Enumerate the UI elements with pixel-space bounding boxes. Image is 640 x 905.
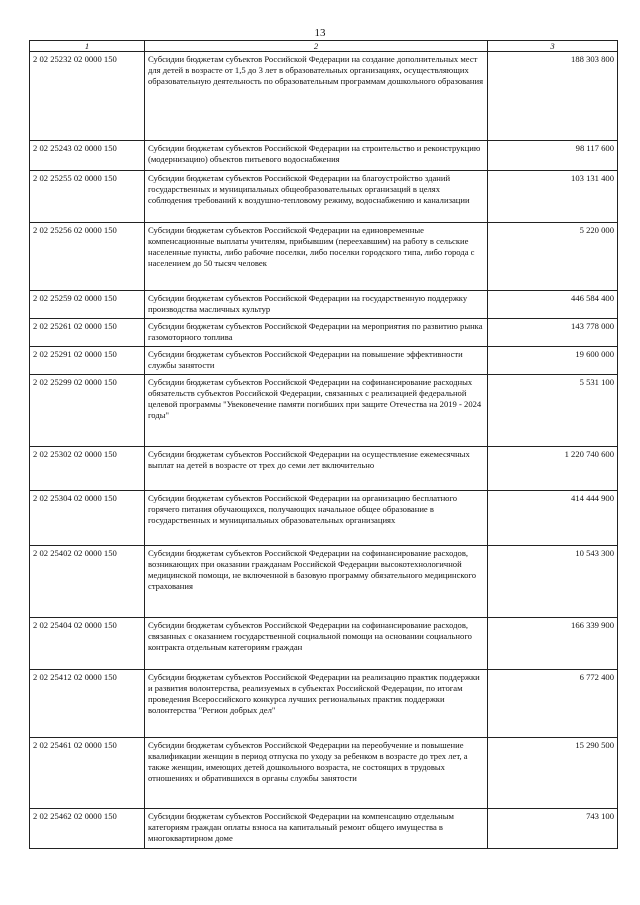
budget-code: 2 02 25402 02 0000 150 bbox=[30, 546, 145, 618]
budget-code: 2 02 25462 02 0000 150 bbox=[30, 809, 145, 849]
table-row bbox=[30, 491, 618, 546]
budget-code: 2 02 25299 02 0000 150 bbox=[30, 375, 145, 447]
budget-table bbox=[29, 40, 618, 849]
amount: 414 444 900 bbox=[488, 491, 618, 546]
amount: 103 131 400 bbox=[488, 171, 618, 223]
amount: 143 778 000 bbox=[488, 319, 618, 347]
amount: 10 543 300 bbox=[488, 546, 618, 618]
column-number-2: 2 bbox=[145, 41, 488, 52]
table-row bbox=[30, 291, 618, 319]
budget-code: 2 02 25256 02 0000 150 bbox=[30, 223, 145, 291]
budget-code: 2 02 25232 02 0000 150 bbox=[30, 52, 145, 141]
amount: 188 303 800 bbox=[488, 52, 618, 141]
budget-code: 2 02 25304 02 0000 150 bbox=[30, 491, 145, 546]
subsidy-description: Субсидии бюджетам субъектов Российской Федерации на переобучение и повышение квалификации женщин в период отпуска по уходу за ребенком в возрасте до трех лет, а также женщин, имеющих детей дошкольного возраста, не состоящих в трудовых отношениях и обратившихся в органы службы занятости bbox=[145, 738, 488, 809]
subsidy-description: Субсидии бюджетам субъектов Российской Федерации на софинансирование расходов, связанных с оказанием государственной социальной помощи на основании социального контракта отдельным категориям граждан bbox=[145, 618, 488, 670]
budget-code: 2 02 25259 02 0000 150 bbox=[30, 291, 145, 319]
subsidy-description: Субсидии бюджетам субъектов Российской Федерации на благоустройство зданий государственных и муниципальных общеобразовательных организаций в целях соблюдения требований к воздушно-тепловому режиму, водоснабжению и канализации bbox=[145, 171, 488, 223]
subsidy-description: Субсидии бюджетам субъектов Российской Федерации на единовременные компенсационные выплаты учителям, прибывшим (переехавшим) на работу в сельские населенные пункты, либо рабочие поселки, либо поселки городского типа, либо города с населением до 50 тысяч человек bbox=[145, 223, 488, 291]
amount: 98 117 600 bbox=[488, 141, 618, 171]
amount: 166 339 900 bbox=[488, 618, 618, 670]
subsidy-description: Субсидии бюджетам субъектов Российской Федерации на строительство и реконструкцию (модернизацию) объектов питьевого водоснабжения bbox=[145, 141, 488, 171]
table-row bbox=[30, 347, 618, 375]
amount: 15 290 500 bbox=[488, 738, 618, 809]
budget-code: 2 02 25243 02 0000 150 bbox=[30, 141, 145, 171]
table-row bbox=[30, 319, 618, 347]
subsidy-description: Субсидии бюджетам субъектов Российской Федерации на мероприятия по развитию рынка газомоторного топлива bbox=[145, 319, 488, 347]
column-number-1: 1 bbox=[30, 41, 145, 52]
table-row bbox=[30, 223, 618, 291]
budget-code: 2 02 25412 02 0000 150 bbox=[30, 670, 145, 738]
table-row bbox=[30, 375, 618, 447]
budget-code: 2 02 25461 02 0000 150 bbox=[30, 738, 145, 809]
budget-code: 2 02 25302 02 0000 150 bbox=[30, 447, 145, 491]
table-row bbox=[30, 738, 618, 809]
column-number-row bbox=[30, 41, 618, 52]
amount: 446 584 400 bbox=[488, 291, 618, 319]
subsidy-description: Субсидии бюджетам субъектов Российской Федерации на осуществление ежемесячных выплат на детей в возрасте от трех до семи лет включительно bbox=[145, 447, 488, 491]
table-row bbox=[30, 171, 618, 223]
subsidy-description: Субсидии бюджетам субъектов Российской Федерации на софинансирование расходов, возникающих при оказании гражданам Российской Федерации высокотехнологичной медицинской помощи, не включенной в базовую программу обязательного медицинского страхования bbox=[145, 546, 488, 618]
subsidy-description: Субсидии бюджетам субъектов Российской Федерации на софинансирование расходных обязательств субъектов Российской Федерации, связанных с реализацией федеральной целевой программы "Увековечение памяти погибших при защите Отечества на 2019 - 2024 годы" bbox=[145, 375, 488, 447]
subsidy-description: Субсидии бюджетам субъектов Российской Федерации на государственную поддержку производства масличных культур bbox=[145, 291, 488, 319]
table-row bbox=[30, 618, 618, 670]
amount: 1 220 740 600 bbox=[488, 447, 618, 491]
amount: 6 772 400 bbox=[488, 670, 618, 738]
subsidy-description: Субсидии бюджетам субъектов Российской Федерации на организацию бесплатного горячего питания обучающихся, получающих начальное общее образование в государственных и муниципальных образовательных организациях bbox=[145, 491, 488, 546]
table-row bbox=[30, 141, 618, 171]
subsidy-description: Субсидии бюджетам субъектов Российской Федерации на компенсацию отдельным категориям граждан оплаты взноса на капитальный ремонт общего имущества в многоквартирном доме bbox=[145, 809, 488, 849]
amount: 5 531 100 bbox=[488, 375, 618, 447]
page-number: 13 bbox=[314, 27, 326, 39]
subsidy-description: Субсидии бюджетам субъектов Российской Федерации на создание дополнительных мест для детей в возрасте от 1,5 до 3 лет в образовательных организациях, осуществляющих образовательную деятельность по образовательным программам дошкольного образования bbox=[145, 52, 488, 141]
amount: 743 100 bbox=[488, 809, 618, 849]
budget-code: 2 02 25255 02 0000 150 bbox=[30, 171, 145, 223]
amount: 19 600 000 bbox=[488, 347, 618, 375]
table-row bbox=[30, 809, 618, 849]
budget-code: 2 02 25404 02 0000 150 bbox=[30, 618, 145, 670]
budget-code: 2 02 25291 02 0000 150 bbox=[30, 347, 145, 375]
budget-code: 2 02 25261 02 0000 150 bbox=[30, 319, 145, 347]
amount: 5 220 000 bbox=[488, 223, 618, 291]
column-number-3: 3 bbox=[488, 41, 618, 52]
subsidy-description: Субсидии бюджетам субъектов Российской Федерации на реализацию практик поддержки и развития волонтерства, реализуемых в субъектах Российской Федерации, по итогам проведения Всероссийского конкурса лучших региональных практик поддержки волонтерства "Регион добрых дел" bbox=[145, 670, 488, 738]
table-row bbox=[30, 447, 618, 491]
table-row bbox=[30, 670, 618, 738]
table-row bbox=[30, 52, 618, 141]
table-row bbox=[30, 546, 618, 618]
subsidy-description: Субсидии бюджетам субъектов Российской Федерации на повышение эффективности службы занятости bbox=[145, 347, 488, 375]
